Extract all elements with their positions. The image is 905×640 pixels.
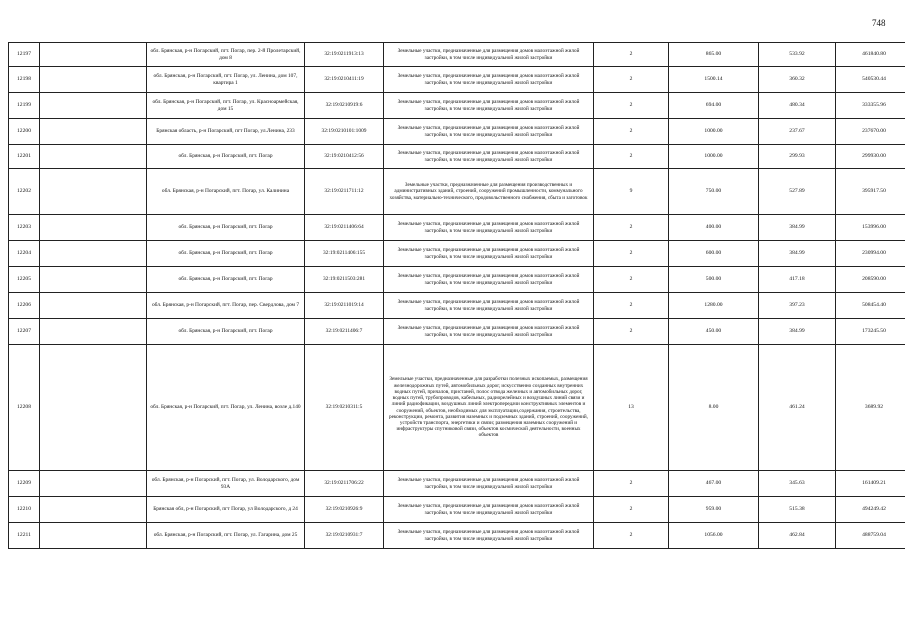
row-number-cell: 12205 bbox=[9, 267, 40, 293]
blank-cell bbox=[40, 67, 147, 93]
land-use-cell: Земельные участки, предназначенные для размещения домов малоэтажной жилой застройки, в том числе индивидуальной жилой застройки bbox=[384, 523, 594, 549]
blank-cell bbox=[40, 145, 147, 169]
table-row bbox=[9, 293, 905, 319]
row-number-cell: 12211 bbox=[9, 523, 40, 549]
cadastral-value-cell: 3689.92 bbox=[836, 345, 905, 471]
cadastral-value-cell: 461840.80 bbox=[836, 43, 905, 67]
land-use-cell: Земельные участки, предназначенные для размещения домов малоэтажной жилой застройки, в том числе индивидуальной жилой застройки bbox=[384, 241, 594, 267]
specific-value-cell: 384.99 bbox=[759, 215, 836, 241]
area-cell: 467.00 bbox=[669, 471, 759, 497]
area-cell: 865.00 bbox=[669, 43, 759, 67]
cadastral-number-cell: 32:19:0211406:155 bbox=[305, 241, 384, 267]
address-cell: обл. Брянская, р-н Погарский, пгт. Погар bbox=[147, 145, 305, 169]
row-number-cell: 12210 bbox=[9, 497, 40, 523]
specific-value-cell: 533.92 bbox=[759, 43, 836, 67]
blank-cell bbox=[40, 43, 147, 67]
address-cell: обл. Брянская, р-н Погарский, пгт. Погар, ул. Володарского, дом 93А bbox=[147, 471, 305, 497]
cadastral-value-cell: 299930.00 bbox=[836, 145, 905, 169]
use-group-cell: 13 bbox=[594, 345, 669, 471]
address-cell: обл. Брянская, р-н Погарский, пгт. Погар, ул. Калинина bbox=[147, 169, 305, 215]
cadastral-value-cell: 488759.04 bbox=[836, 523, 905, 549]
cadastral-number-cell: 32:19:0211706:22 bbox=[305, 471, 384, 497]
table-row bbox=[9, 241, 905, 267]
specific-value-cell: 384.99 bbox=[759, 241, 836, 267]
cadastral-number-cell: 32:19:0210101:1009 bbox=[305, 119, 384, 145]
table-row bbox=[9, 345, 905, 471]
specific-value-cell: 461.24 bbox=[759, 345, 836, 471]
cadastral-number-cell: 32:19:0211503:281 bbox=[305, 267, 384, 293]
address-cell: Брянская обл, р-н Погарский, пгт Погар, ул Володарского, д 24 bbox=[147, 497, 305, 523]
use-group-cell: 2 bbox=[594, 241, 669, 267]
land-use-cell: Земельные участки, предназначенные для размещения домов малоэтажной жилой застройки, в том числе индивидуальной жилой застройки bbox=[384, 267, 594, 293]
land-use-cell: Земельные участки, предназначенные для размещения домов малоэтажной жилой застройки, в том числе индивидуальной жилой застройки bbox=[384, 215, 594, 241]
blank-cell bbox=[40, 523, 147, 549]
cadastral-value-cell: 508454.40 bbox=[836, 293, 905, 319]
blank-cell bbox=[40, 267, 147, 293]
use-group-cell: 2 bbox=[594, 43, 669, 67]
area-cell: 694.00 bbox=[669, 93, 759, 119]
address-cell: обл. Брянская, р-н Погарский, пгт. Погар, ул. Ленина, дом 107, квартира 1 bbox=[147, 67, 305, 93]
use-group-cell: 2 bbox=[594, 67, 669, 93]
specific-value-cell: 237.67 bbox=[759, 119, 836, 145]
land-use-cell: Земельные участки, предназначенные для размещения производственных и административных зданий, строений, сооружений промышленности, коммунального хозяйства, материально-технического, продовольственного снабжения, сбыта и заготовок bbox=[384, 169, 594, 215]
address-cell: обл. Брянская, р-н Погарский, пгт. Погар bbox=[147, 215, 305, 241]
cadastral-number-cell: 32:19:0210931:7 bbox=[305, 523, 384, 549]
specific-value-cell: 384.99 bbox=[759, 319, 836, 345]
address-cell: обл. Брянская, р-н Погарский, пгт. Погар bbox=[147, 241, 305, 267]
address-cell: обл. Брянская, р-н Погарский, пгт. Погар, пер. Свердлова, дом 7 bbox=[147, 293, 305, 319]
cadastral-number-cell: 32:19:0210919:6 bbox=[305, 93, 384, 119]
land-use-cell: Земельные участки, предназначенные для размещения домов малоэтажной жилой застройки, в том числе индивидуальной жилой застройки bbox=[384, 293, 594, 319]
specific-value-cell: 527.89 bbox=[759, 169, 836, 215]
land-use-cell: Земельные участки, предназначенные для размещения домов малоэтажной жилой застройки, в том числе индивидуальной жилой застройки bbox=[384, 497, 594, 523]
blank-cell bbox=[40, 345, 147, 471]
area-cell: 1000.00 bbox=[669, 119, 759, 145]
cadastral-value-cell: 208590.00 bbox=[836, 267, 905, 293]
table-row bbox=[9, 145, 905, 169]
cadastral-value-cell: 161409.21 bbox=[836, 471, 905, 497]
blank-cell bbox=[40, 293, 147, 319]
row-number-cell: 12200 bbox=[9, 119, 40, 145]
use-group-cell: 2 bbox=[594, 293, 669, 319]
use-group-cell: 2 bbox=[594, 471, 669, 497]
area-cell: 1280.00 bbox=[669, 293, 759, 319]
table-row bbox=[9, 43, 905, 67]
row-number-cell: 12199 bbox=[9, 93, 40, 119]
use-group-cell: 2 bbox=[594, 497, 669, 523]
cadastral-value-cell: 237670.00 bbox=[836, 119, 905, 145]
cadastral-value-table bbox=[8, 42, 905, 549]
use-group-cell: 2 bbox=[594, 523, 669, 549]
specific-value-cell: 515.38 bbox=[759, 497, 836, 523]
address-cell: обл. Брянская, р-н Погарский, пгт. Погар, ул. Ленина, возле д.140 bbox=[147, 345, 305, 471]
blank-cell bbox=[40, 93, 147, 119]
specific-value-cell: 480.34 bbox=[759, 93, 836, 119]
specific-value-cell: 299.93 bbox=[759, 145, 836, 169]
use-group-cell: 2 bbox=[594, 119, 669, 145]
blank-cell bbox=[40, 319, 147, 345]
cadastral-value-cell: 173245.50 bbox=[836, 319, 905, 345]
land-use-cell: Земельные участки, предназначенные для размещения домов малоэтажной жилой застройки, в том числе индивидуальной жилой застройки bbox=[384, 471, 594, 497]
blank-cell bbox=[40, 169, 147, 215]
address-cell: обл. Брянская, р-н Погарский, пгт. Погар, ул. Гагарина, дом 25 bbox=[147, 523, 305, 549]
address-cell: обл. Брянская, р-н Погарский, пгт. Погар, ул. Красноармейская, дом 15 bbox=[147, 93, 305, 119]
cadastral-value-cell: 395917.50 bbox=[836, 169, 905, 215]
use-group-cell: 2 bbox=[594, 145, 669, 169]
area-cell: 8.00 bbox=[669, 345, 759, 471]
cadastral-value-cell: 230994.00 bbox=[836, 241, 905, 267]
land-use-cell: Земельные участки, предназначенные для размещения домов малоэтажной жилой застройки, в том числе индивидуальной жилой застройки bbox=[384, 119, 594, 145]
specific-value-cell: 397.23 bbox=[759, 293, 836, 319]
row-number-cell: 12209 bbox=[9, 471, 40, 497]
use-group-cell: 2 bbox=[594, 215, 669, 241]
area-cell: 750.00 bbox=[669, 169, 759, 215]
land-use-cell: Земельные участки, предназначенные для разработки полезных ископаемых, размещения железнодорожных путей, автомобильных дорог, искусственно созданных внутренних водных путей, причалов, пристаней, полос отвода железных и автомобильных дорог, водных путей, трубопроводов, кабельных, радиорелейных и воздушных линий связи и линий радиофикации, воздушных линий электропередачи конструктивных элементов и сооружений, объектов, необходимых для эксплуатации,содержания, строительства, реконструкции, ремонта, развития наземных и подземных зданий, строений, сооружений, устройств транспорта, энергетики и связи; размещения наземных сооружений и инфраструктуры спутниковой связи, объектов космической деятельности, военных объектов bbox=[384, 345, 594, 471]
row-number-cell: 12208 bbox=[9, 345, 40, 471]
cadastral-number-cell: 32:19:0211711:12 bbox=[305, 169, 384, 215]
page-number: 748 bbox=[872, 18, 886, 28]
table-row bbox=[9, 471, 905, 497]
use-group-cell: 2 bbox=[594, 319, 669, 345]
cadastral-value-cell: 153996.00 bbox=[836, 215, 905, 241]
cadastral-value-cell: 333355.96 bbox=[836, 93, 905, 119]
cadastral-number-cell: 32:19:0211019:14 bbox=[305, 293, 384, 319]
table-row bbox=[9, 119, 905, 145]
cadastral-number-cell: 32:19:0210926:9 bbox=[305, 497, 384, 523]
specific-value-cell: 417.18 bbox=[759, 267, 836, 293]
cadastral-number-cell: 32:19:0210411:19 bbox=[305, 67, 384, 93]
table-row bbox=[9, 319, 905, 345]
row-number-cell: 12206 bbox=[9, 293, 40, 319]
row-number-cell: 12207 bbox=[9, 319, 40, 345]
address-cell: обл. Брянская, р-н Погарский, пгт. Погар bbox=[147, 267, 305, 293]
cadastral-number-cell: 32:19:0211913:13 bbox=[305, 43, 384, 67]
land-use-cell: Земельные участки, предназначенные для размещения домов малоэтажной жилой застройки, в том числе индивидуальной жилой застройки bbox=[384, 319, 594, 345]
blank-cell bbox=[40, 471, 147, 497]
blank-cell bbox=[40, 497, 147, 523]
specific-value-cell: 345.63 bbox=[759, 471, 836, 497]
address-cell: обл. Брянская, р-н Погарский, пгт. Погар, пер. 2-й Пролетарский, дом 8 bbox=[147, 43, 305, 67]
land-use-cell: Земельные участки, предназначенные для размещения домов малоэтажной жилой застройки, в том числе индивидуальной жилой застройки bbox=[384, 43, 594, 67]
land-use-cell: Земельные участки, предназначенные для размещения домов малоэтажной жилой застройки, в том числе индивидуальной жилой застройки bbox=[384, 145, 594, 169]
row-number-cell: 12203 bbox=[9, 215, 40, 241]
area-cell: 400.00 bbox=[669, 215, 759, 241]
area-cell: 959.00 bbox=[669, 497, 759, 523]
blank-cell bbox=[40, 119, 147, 145]
use-group-cell: 2 bbox=[594, 267, 669, 293]
land-use-cell: Земельные участки, предназначенные для размещения домов малоэтажной жилой застройки, в том числе индивидуальной жилой застройки bbox=[384, 67, 594, 93]
specific-value-cell: 360.32 bbox=[759, 67, 836, 93]
cadastral-number-cell: 32:19:0211406:7 bbox=[305, 319, 384, 345]
table-row bbox=[9, 67, 905, 93]
area-cell: 1500.14 bbox=[669, 67, 759, 93]
area-cell: 450.00 bbox=[669, 319, 759, 345]
use-group-cell: 2 bbox=[594, 93, 669, 119]
cadastral-value-cell: 540530.44 bbox=[836, 67, 905, 93]
cadastral-value-cell: 494249.42 bbox=[836, 497, 905, 523]
address-cell: обл. Брянская, р-н Погарский, пгт. Погар bbox=[147, 319, 305, 345]
cadastral-number-cell: 32:19:0210412:56 bbox=[305, 145, 384, 169]
cadastral-number-cell: 32:19:0210311:5 bbox=[305, 345, 384, 471]
row-number-cell: 12201 bbox=[9, 145, 40, 169]
cadastral-number-cell: 32:19:0211406:64 bbox=[305, 215, 384, 241]
use-group-cell: 9 bbox=[594, 169, 669, 215]
area-cell: 1056.00 bbox=[669, 523, 759, 549]
row-number-cell: 12202 bbox=[9, 169, 40, 215]
area-cell: 500.00 bbox=[669, 267, 759, 293]
row-number-cell: 12198 bbox=[9, 67, 40, 93]
table-row bbox=[9, 93, 905, 119]
table-row bbox=[9, 169, 905, 215]
table-row bbox=[9, 215, 905, 241]
address-cell: Брянская область, р-н Погарский, пгт Погар, ул.Ленина, 233 bbox=[147, 119, 305, 145]
table-row bbox=[9, 267, 905, 293]
table-body bbox=[9, 43, 905, 549]
area-cell: 1000.00 bbox=[669, 145, 759, 169]
land-use-cell: Земельные участки, предназначенные для размещения домов малоэтажной жилой застройки, в том числе индивидуальной жилой застройки bbox=[384, 93, 594, 119]
area-cell: 600.00 bbox=[669, 241, 759, 267]
blank-cell bbox=[40, 241, 147, 267]
row-number-cell: 12204 bbox=[9, 241, 40, 267]
table-row bbox=[9, 497, 905, 523]
specific-value-cell: 462.84 bbox=[759, 523, 836, 549]
blank-cell bbox=[40, 215, 147, 241]
table-row bbox=[9, 523, 905, 549]
row-number-cell: 12197 bbox=[9, 43, 40, 67]
